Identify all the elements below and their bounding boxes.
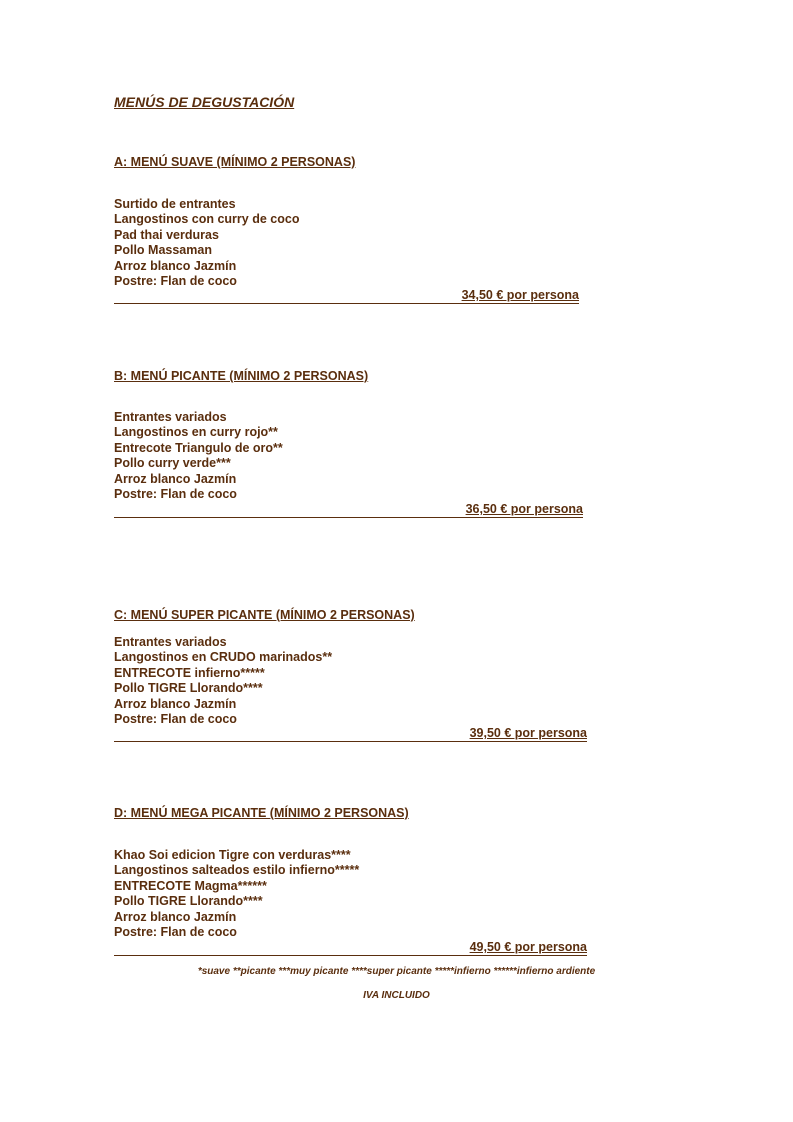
page-title: MENÚS DE DEGUSTACIÓN (114, 94, 295, 110)
dish-item: Khao Soi edicion Tigre con verduras**** (114, 848, 351, 862)
dish-item: Postre: Flan de coco (114, 487, 237, 502)
dish-item: ENTRECOTE infierno***** (114, 665, 265, 680)
menu-b-dish-list (114, 410, 283, 502)
menu-d-price: 49,50 € por persona (114, 940, 587, 956)
spice-legend: *suave **picante ***muy picante ****super picante *****infierno ******infierno ardiente (197, 966, 596, 977)
dish-item: Entrecote Triangulo de oro** (114, 440, 283, 455)
menu-c-heading: C: MENÚ SUPER PICANTE (MÍNIMO 2 PERSONAS) (114, 608, 415, 622)
dish-item: Entrantes variados (114, 635, 227, 649)
tax-note: IVA INCLUIDO (363, 990, 430, 1001)
menu-a-dish-list (114, 197, 299, 289)
dish-item: Pollo curry verde*** (114, 456, 231, 471)
dish-item: Postre: Flan de coco (114, 274, 237, 289)
dish-item: ENTRECOTE Magma****** (114, 878, 267, 893)
menu-d-dish-list (114, 848, 359, 940)
menu-c-price: 39,50 € por persona (114, 726, 587, 742)
menu-c-dish-list (114, 635, 332, 727)
dish-item: Pollo TIGRE Llorando**** (114, 894, 263, 909)
menu-b-heading: B: MENÚ PICANTE (MÍNIMO 2 PERSONAS) (114, 369, 369, 383)
dish-item: Pad thai verduras (114, 227, 219, 242)
dish-item: Surtido de entrantes (114, 197, 236, 211)
dish-item: Arroz blanco Jazmín (114, 909, 237, 924)
dish-item: Arroz blanco Jazmín (114, 471, 237, 486)
menu-d-heading: D: MENÚ MEGA PICANTE (MÍNIMO 2 PERSONAS) (114, 806, 409, 820)
dish-item: Pollo Massaman (114, 243, 212, 258)
dish-item: Pollo TIGRE Llorando**** (114, 681, 263, 696)
menu-b-price: 36,50 € por persona (114, 502, 583, 518)
dish-item: Postre: Flan de coco (114, 712, 237, 727)
menu-a-heading: A: MENÚ SUAVE (MÍNIMO 2 PERSONAS) (114, 155, 356, 169)
dish-item: Arroz blanco Jazmín (114, 696, 237, 711)
menu-a-price: 34,50 € por persona (114, 288, 579, 304)
dish-item: Langostinos en CRUDO marinados** (114, 650, 333, 665)
dish-item: Entrantes variados (114, 410, 227, 424)
dish-item: Arroz blanco Jazmín (114, 258, 237, 273)
dish-item: Postre: Flan de coco (114, 925, 237, 940)
dish-item: Langostinos en curry rojo** (114, 425, 278, 440)
dish-item: Langostinos con curry de coco (114, 212, 300, 227)
dish-item: Langostinos salteados estilo infierno***** (114, 863, 360, 878)
